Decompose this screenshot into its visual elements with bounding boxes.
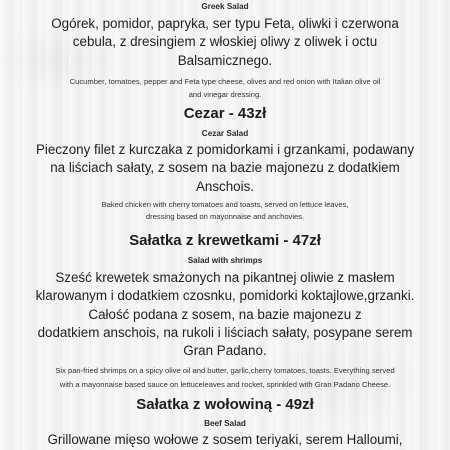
dish-subtitle: Beef Salad [204,419,246,428]
dish-description-pl: Pieczony filet z kurczaka z pomidorkami i grzankami, podawany na liściach sałaty, z sosem na bazie majonezu z dodatkiem Anschois. [35,142,415,194]
dish-title: Cezar - 43zł [183,105,267,122]
dish-title: Sałatka z wołowiną - 49zł [136,396,314,413]
dish-subtitle: Cezar Salad [201,129,249,138]
dish-title: Sałatka z krewetkami - 47zł [129,232,321,249]
menu-item-shrimp-salad [0,232,450,391]
menu-item-greek-salad [0,1,450,101]
dish-subtitle: Greek Salad [201,2,249,11]
menu-item-beef-salad [0,396,450,449]
menu-item-cezar [0,105,450,224]
dish-description-pl: Sześć krewetek smażonych na pikantnej oliwie z masłem klarowanym i dodatkiem czosnku, pomidorki koktajlowe,grzanki. Całość podana z sosem, na bazie majonezu z dodatkiem anschois, na rukoli i liściach sałaty, posypane serem Gran Padano. [35,270,415,359]
dish-description-en: Baked chicken with cherry tomatoes and toasts, served on lettuce leaves, dressing based on mayonnaise and anchovies. [101,199,349,222]
dish-description-pl: Ogórek, pomidor, papryka, ser typu Feta, oliwki i czerwona cebula, z dresingiem z włoskiej oliwy z oliwek i octu Balsamicznego. [51,16,399,68]
dish-description-pl: Grillowane mięso wołowe z sosem teriyaki, serem Halloumi, [47,432,403,447]
dish-subtitle: Salad with shrimps [187,256,263,265]
dish-description-en: Six pan-fried shrimps on a spicy olive oil and butter, garlic,cherry tomatoes, toasts. Everything served with a mayonnaise based sauce on lettuceleaves and rocket, sprinkled with Gran Padano Cheese. [55,366,395,389]
dish-description-en: Cucumber, tomatoes, pepper and Feta type cheese, olives and red onion with Italian olive oil and vinegar dressing. [69,76,381,100]
